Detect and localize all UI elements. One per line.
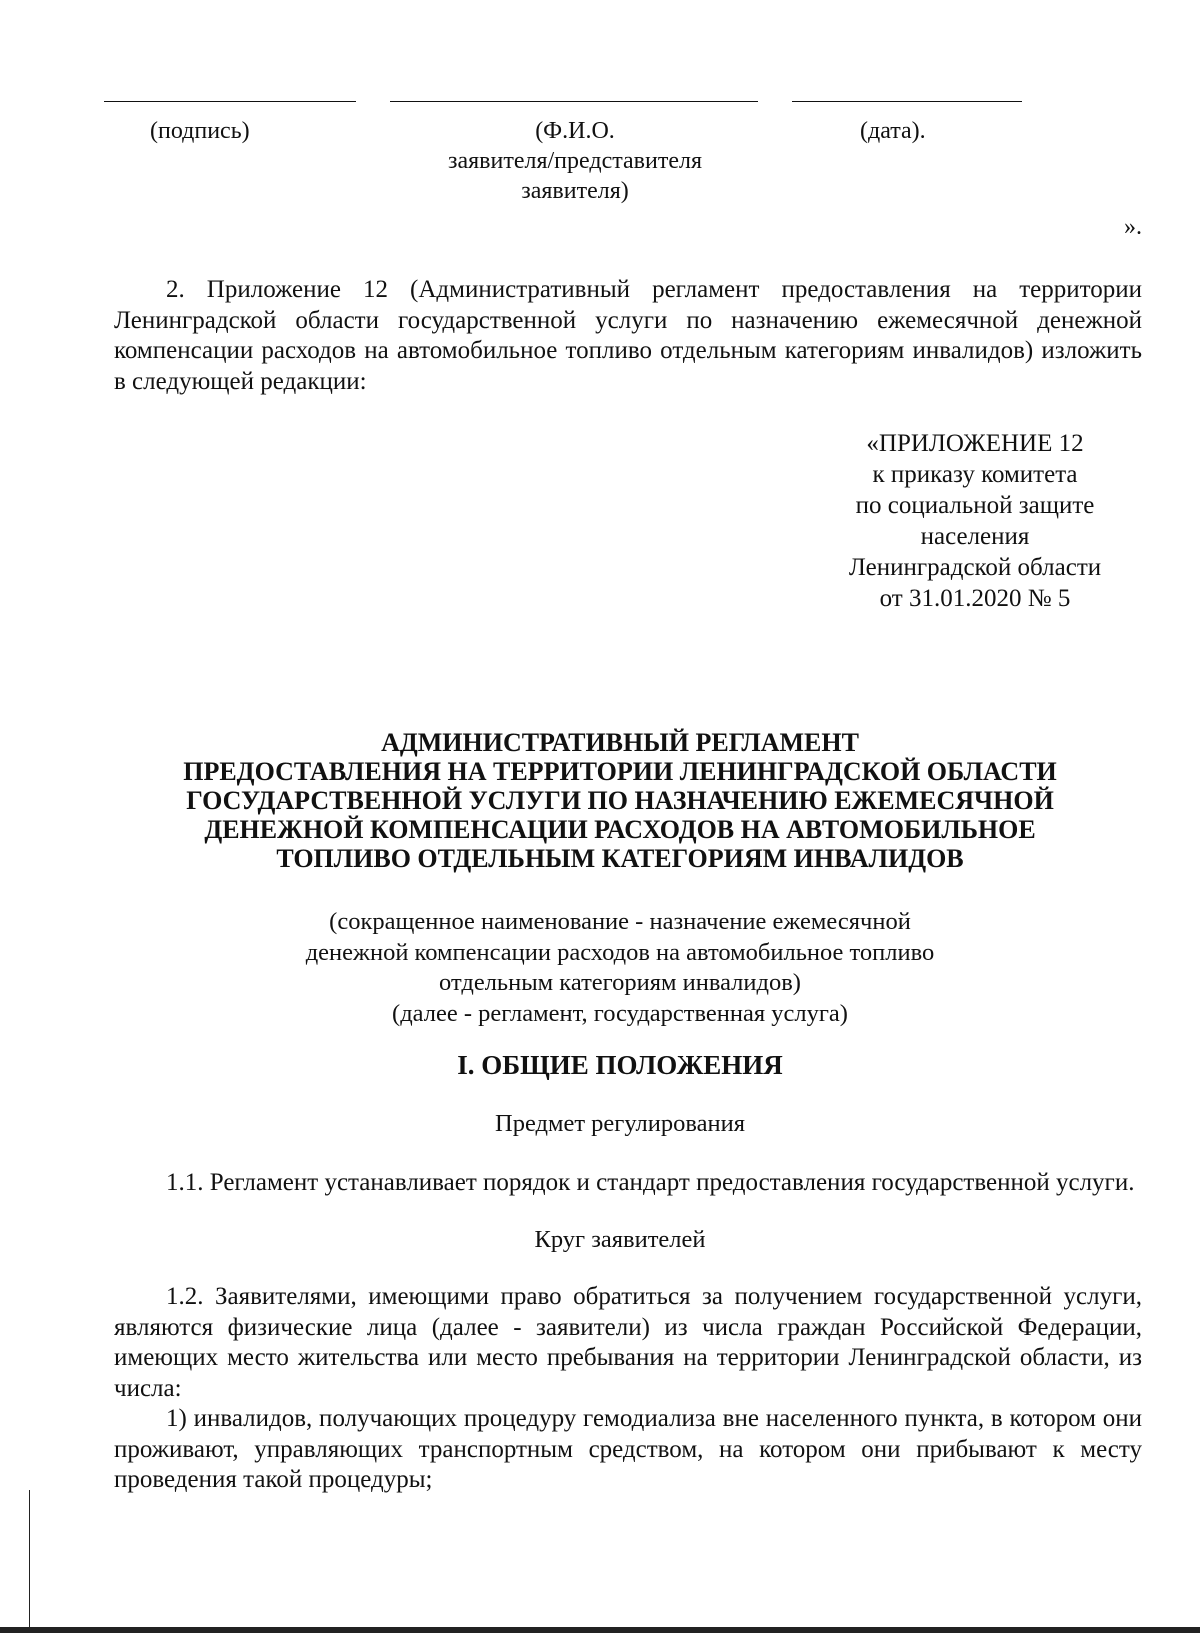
scan-bottom-border — [0, 1627, 1200, 1633]
signature-caption: (подпись) — [150, 118, 250, 144]
title-line: ПРЕДОСТАВЛЕНИЯ НА ТЕРРИТОРИИ ЛЕНИНГРАДСКОЙ ОБЛАСТИ — [183, 757, 1057, 786]
date-caption: (дата). — [860, 118, 926, 144]
title-line: АДМИНИСТРАТИВНЫЙ РЕГЛАМЕНТ — [381, 728, 859, 757]
title-line: ДЕНЕЖНОЙ КОМПЕНСАЦИИ РАСХОДОВ НА АВТОМОБИЛЬНОЕ — [204, 815, 1036, 844]
title-line: ГОСУДАРСТВЕННОЙ УСЛУГИ ПО НАЗНАЧЕНИЮ ЕЖЕМЕСЯЧНОЙ — [186, 786, 1054, 815]
name-caption-line: заявителя) — [521, 178, 629, 204]
paragraph-1-1: 1.1. Регламент устанавливает порядок и стандарт предоставления государственной услуги. — [166, 1169, 1135, 1196]
document-title — [100, 728, 1140, 873]
appendix-line: к приказу комитета — [872, 461, 1078, 488]
title-line: ТОПЛИВО ОТДЕЛЬНЫМ КАТЕГОРИЯМ ИНВАЛИДОВ — [276, 844, 964, 873]
closing-quote: ». — [1124, 214, 1142, 240]
date-line — [792, 101, 1022, 102]
subtitle-line: (далее - регламент, государственная услуга) — [392, 999, 848, 1027]
subtitle-line: (сокращенное наименование - назначение ежемесячной — [329, 908, 911, 935]
subheading-subject: Предмет регулирования — [495, 1110, 745, 1137]
appendix-line: от 31.01.2020 № 5 — [879, 585, 1071, 612]
short-name-note — [100, 907, 1140, 1029]
appendix-line: «ПРИЛОЖЕНИЕ 12 — [866, 430, 1084, 457]
name-caption — [410, 116, 740, 206]
signature-line — [104, 101, 356, 102]
appendix-line: по социальной защите — [855, 492, 1095, 519]
name-caption-line: (Ф.И.О. — [535, 118, 615, 144]
subtitle-line: денежной компенсации расходов на автомобильное топливо — [305, 938, 935, 966]
paragraph-1-2: 1.2. Заявителями, имеющими право обратиться за получением государственной услуги, являются физические лица (далее - заявители) из числа граждан Российской Федерации, имеющих место жительства или место пребывания на территории Ленинградской области, из числа: — [114, 1283, 1142, 1402]
subheading-applicants: Круг заявителей — [534, 1226, 706, 1253]
appendix-line: населения — [920, 523, 1030, 550]
appendix-line: Ленинградской области — [848, 554, 1102, 581]
scan-edge — [29, 1490, 30, 1633]
item-1: 1) инвалидов, получающих процедуру гемодиализа вне населенного пункта, в котором они проживают, управляющих транспортным средством, на котором они прибывают к месту проведения такой процедуры; — [114, 1405, 1142, 1493]
paragraph-2: 2. Приложение 12 (Административный регламент предоставления на территории Ленинградской области государственной услуги по назначению ежемесячной денежной компенсации расходов на автомобильное топливо отдельным категориям инвалидов) изложить в следующей редакции: — [114, 276, 1142, 395]
name-caption-line: заявителя/представителя — [448, 148, 702, 174]
subtitle-line: отдельным категориям инвалидов) — [439, 969, 801, 996]
appendix-header — [820, 428, 1130, 614]
name-line — [390, 101, 758, 102]
section-heading: I. ОБЩИЕ ПОЛОЖЕНИЯ — [457, 1050, 783, 1080]
